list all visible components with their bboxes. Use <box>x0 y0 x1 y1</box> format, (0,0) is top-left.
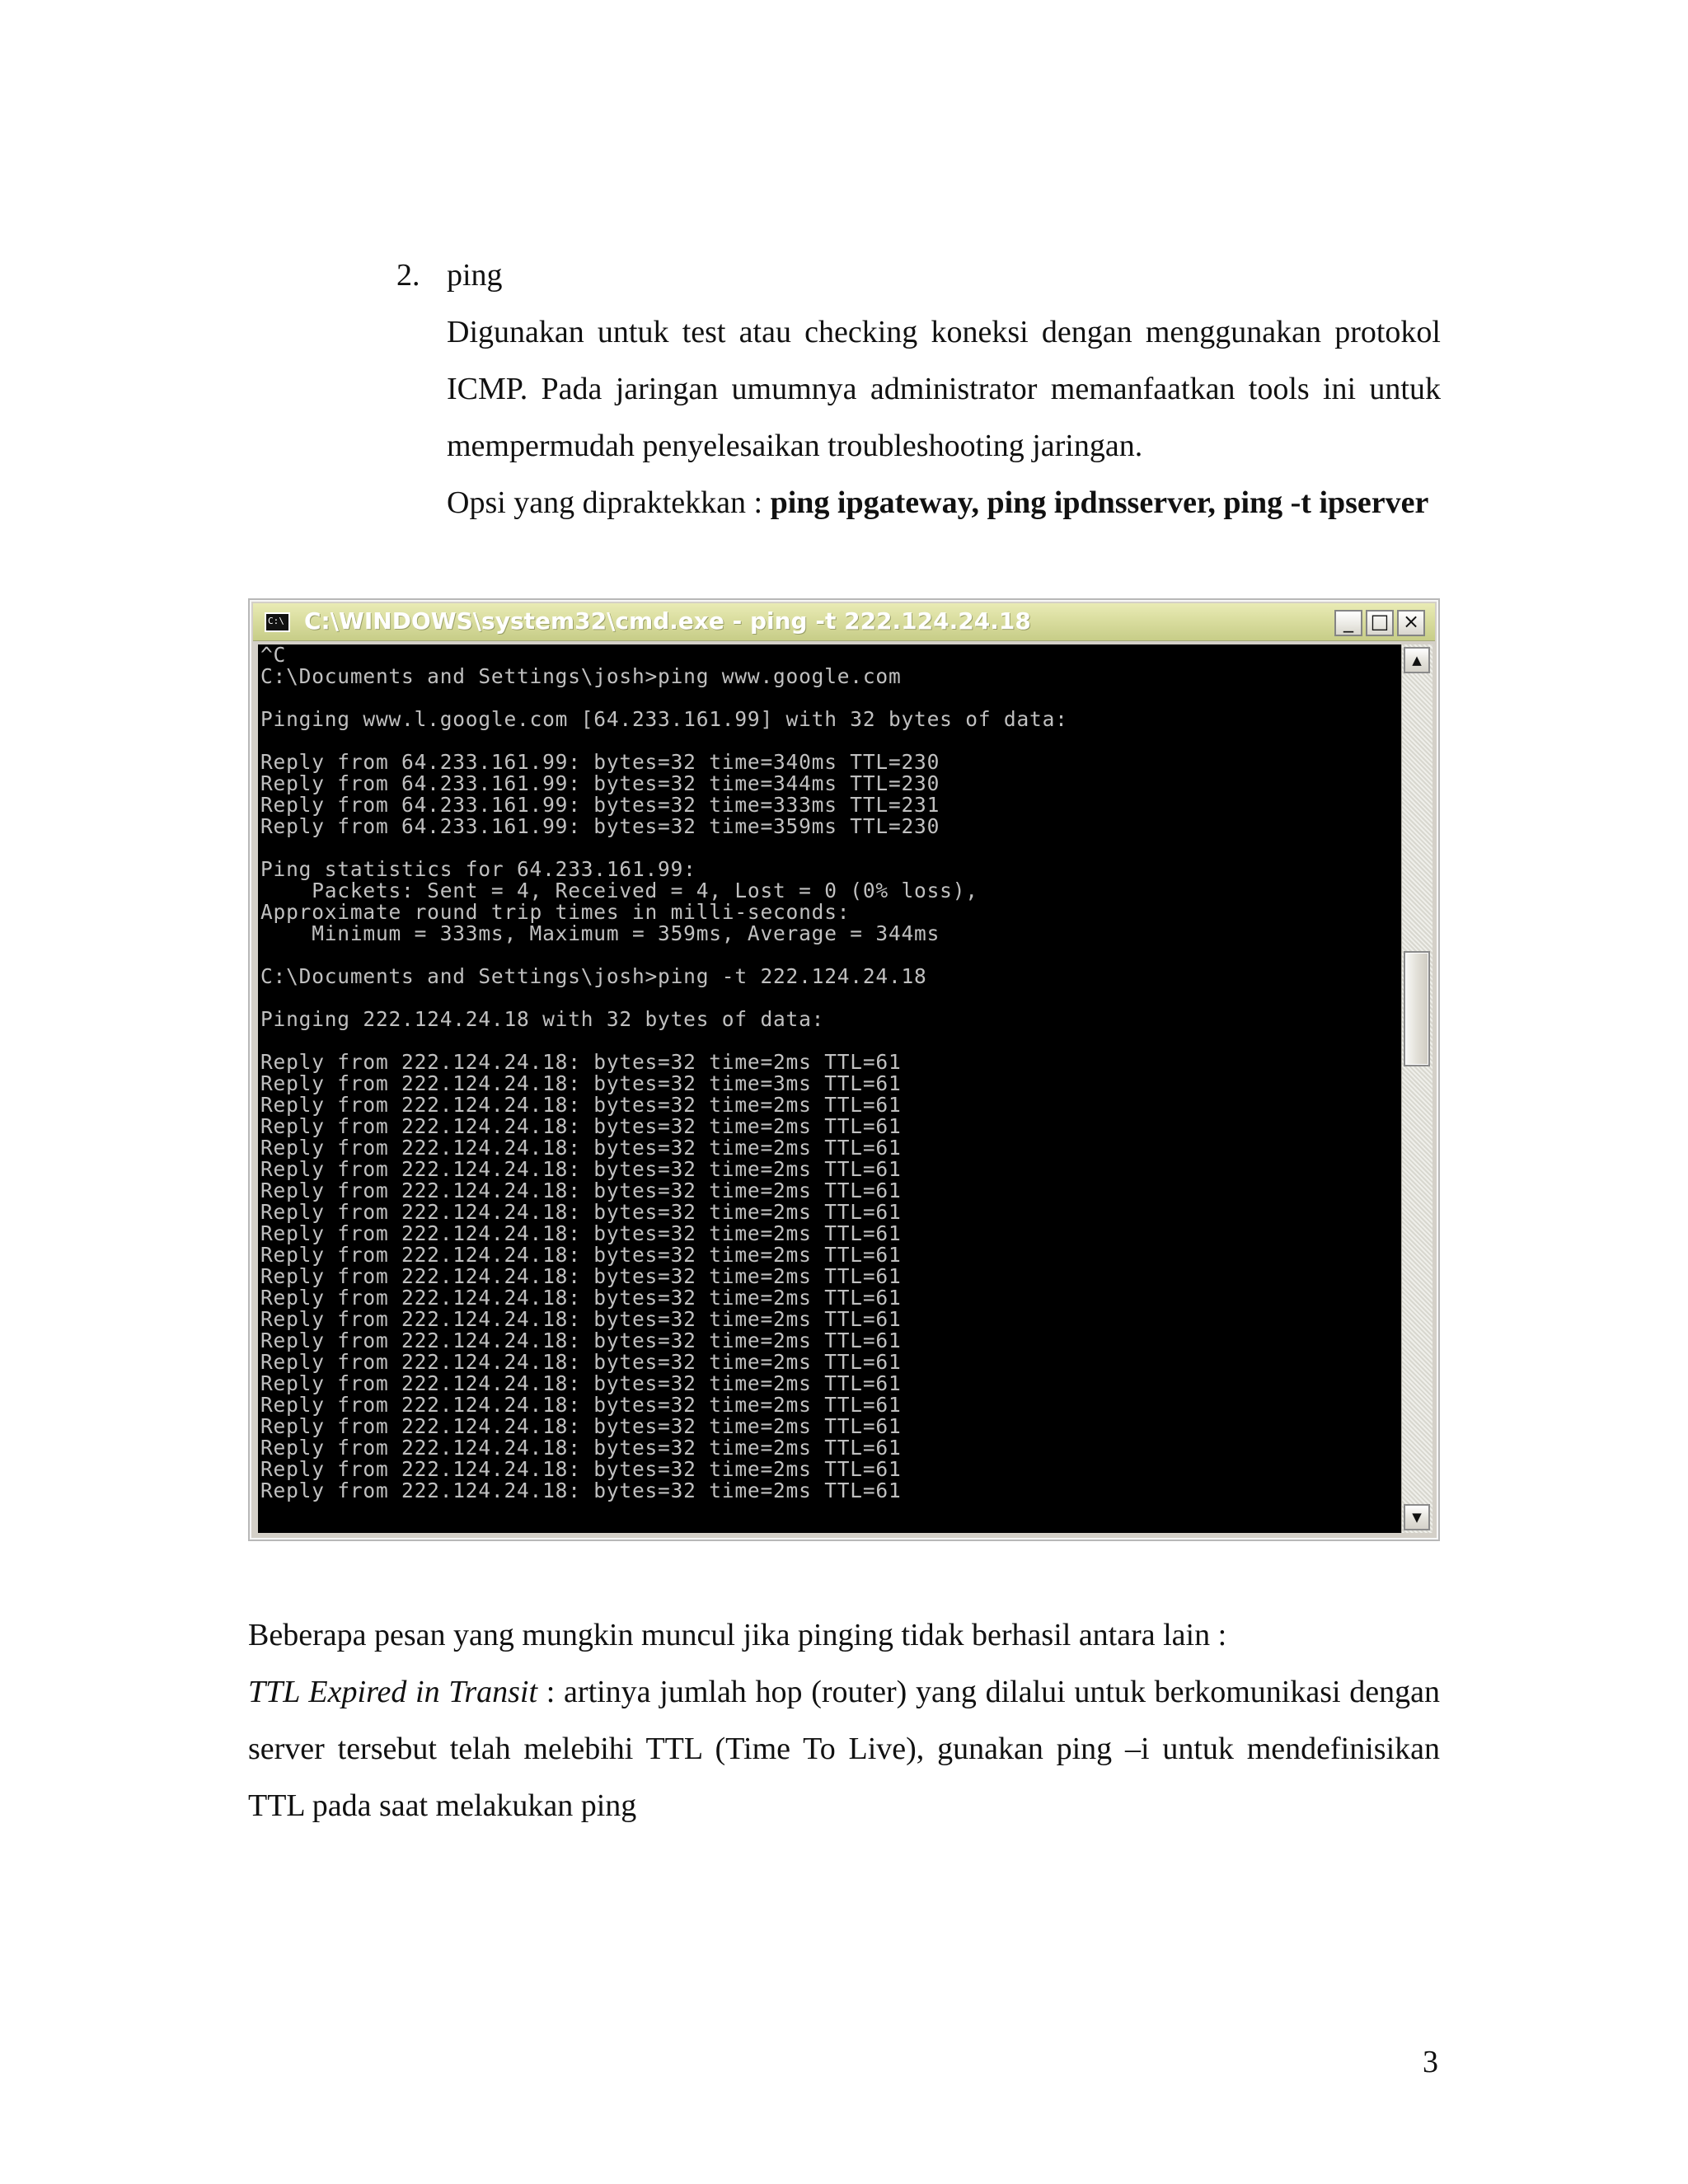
maximize-icon[interactable]: □ <box>1366 610 1394 636</box>
console-line: Reply from 222.124.24.18: bytes=32 time=2ms TTL=61 <box>260 1479 902 1502</box>
console-line: ^C <box>260 644 287 667</box>
console-line: Reply from 222.124.24.18: bytes=32 time=2ms TTL=61 <box>260 1350 902 1374</box>
console-line: C:\Documents and Settings\josh>ping www.google.com <box>260 664 902 688</box>
window-controls <box>1334 610 1428 637</box>
console-line: Reply from 222.124.24.18: bytes=32 time=3ms TTL=61 <box>260 1071 902 1095</box>
console-line: Pinging 222.124.24.18 with 32 bytes of data: <box>260 1007 825 1031</box>
console-line: Reply from 222.124.24.18: bytes=32 time=2ms TTL=61 <box>260 1050 902 1074</box>
ping-options-bold: ping ipgateway, ping ipdnsserver, ping -t ipserver <box>770 485 1429 520</box>
minimize-icon[interactable]: _ <box>1334 610 1362 636</box>
console-line: Reply from 64.233.161.99: bytes=32 time=344ms TTL=230 <box>260 771 940 795</box>
list-item-title: ping <box>447 258 503 293</box>
console-line: Reply from 222.124.24.18: bytes=32 time=2ms TTL=61 <box>260 1136 902 1160</box>
command-prompt-icon: C:\ <box>265 612 290 632</box>
vertical-scrollbar[interactable] <box>1401 644 1432 1533</box>
page-number: 3 <box>1423 2045 1438 2079</box>
console-line: Reply from 222.124.24.18: bytes=32 time=2ms TTL=61 <box>260 1221 902 1245</box>
console-line: Reply from 64.233.161.99: bytes=32 time=340ms TTL=230 <box>260 750 940 774</box>
console-line: Reply from 222.124.24.18: bytes=32 time=2ms TTL=61 <box>260 1243 902 1267</box>
console-line: Approximate round trip times in milli-seconds: <box>260 900 851 924</box>
console-line: Reply from 222.124.24.18: bytes=32 time=2ms TTL=61 <box>260 1264 902 1288</box>
console-line: Reply from 222.124.24.18: bytes=32 time=2ms TTL=61 <box>260 1286 902 1310</box>
console-line: Reply from 222.124.24.18: bytes=32 time=2ms TTL=61 <box>260 1307 902 1331</box>
console-line: Reply from 222.124.24.18: bytes=32 time=2ms TTL=61 <box>260 1329 902 1352</box>
console-line: Ping statistics for 64.233.161.99: <box>260 857 696 881</box>
console-line: Reply from 222.124.24.18: bytes=32 time=2ms TTL=61 <box>260 1093 902 1117</box>
scroll-up-icon[interactable]: ▲ <box>1404 647 1430 673</box>
console-line: Reply from 64.233.161.99: bytes=32 time=333ms TTL=231 <box>260 793 940 817</box>
console-line: C:\Documents and Settings\josh>ping -t 222.124.24.18 <box>260 964 927 988</box>
console-line: Reply from 222.124.24.18: bytes=32 time=2ms TTL=61 <box>260 1393 902 1417</box>
console-line: Pinging www.l.google.com [64.233.161.99] with 32 bytes of data: <box>260 707 1068 731</box>
list-item-block <box>447 247 1441 532</box>
close-icon[interactable]: × <box>1397 610 1425 636</box>
cmd-titlebar <box>253 603 1435 641</box>
cmd-window-title: C:\WINDOWS\system32\cmd.exe - ping -t 222.124.24.18 <box>304 607 1031 635</box>
scroll-down-icon[interactable]: ▼ <box>1404 1504 1430 1530</box>
list-number: 2. <box>396 258 420 293</box>
console-line: Reply from 222.124.24.18: bytes=32 time=2ms TTL=61 <box>260 1114 902 1138</box>
error-messages-intro: Beberapa pesan yang mungkin muncul jika pinging tidak berhasil antara lain : <box>248 1618 1227 1652</box>
cmd-window-screenshot <box>248 598 1440 1541</box>
ping-options <box>447 475 1441 532</box>
console-line: Minimum = 333ms, Maximum = 359ms, Average = 344ms <box>260 921 940 945</box>
ttl-expired-description <box>248 1664 1440 1835</box>
console-line: Reply from 222.124.24.18: bytes=32 time=2ms TTL=61 <box>260 1457 902 1481</box>
console-line: Reply from 64.233.161.99: bytes=32 time=359ms TTL=230 <box>260 814 940 838</box>
ping-description: Digunakan untuk test atau checking koneksi dengan menggunakan protokol ICMP. Pada jaringan umumnya administrator memanfaatkan tools ini untuk mempermudah penyelesaikan troubleshooting jaringan. <box>447 315 1441 463</box>
console-line: Reply from 222.124.24.18: bytes=32 time=2ms TTL=61 <box>260 1436 902 1460</box>
console-line: Reply from 222.124.24.18: bytes=32 time=2ms TTL=61 <box>260 1179 902 1202</box>
console-line: Reply from 222.124.24.18: bytes=32 time=2ms TTL=61 <box>260 1157 902 1181</box>
error-messages-section <box>248 1607 1440 1835</box>
console-line: Reply from 222.124.24.18: bytes=32 time=2ms TTL=61 <box>260 1371 902 1395</box>
scroll-thumb[interactable] <box>1404 951 1430 1066</box>
console-line: Reply from 222.124.24.18: bytes=32 time=2ms TTL=61 <box>260 1414 902 1438</box>
ttl-expired-term: TTL Expired in Transit <box>248 1675 538 1709</box>
console-output <box>258 644 1401 1533</box>
ping-options-prefix: Opsi yang dipraktekkan : <box>447 485 763 520</box>
ttl-expired-text: : artinya jumlah hop (router) yang dilalui untuk berkomunikasi dengan server tersebut telah melebihi TTL (Time To Live), gunakan ping –i untuk mendefinisikan TTL pada saat melakukan ping <box>248 1675 1440 1823</box>
console-line: Reply from 222.124.24.18: bytes=32 time=2ms TTL=61 <box>260 1200 902 1224</box>
console-line: Packets: Sent = 4, Received = 4, Lost = 0 (0% loss), <box>260 879 978 902</box>
